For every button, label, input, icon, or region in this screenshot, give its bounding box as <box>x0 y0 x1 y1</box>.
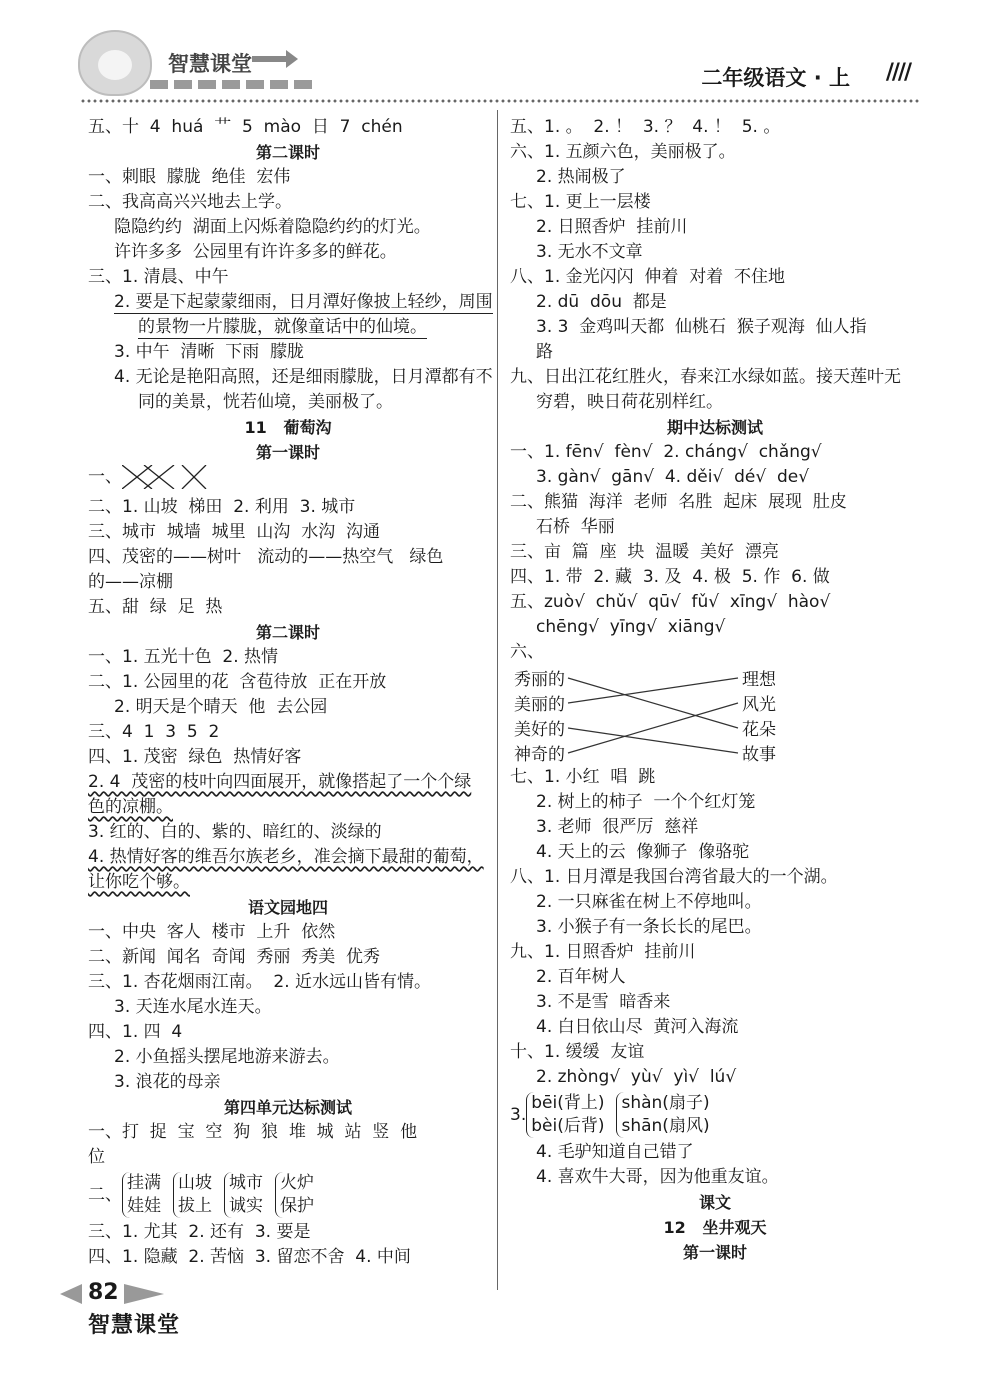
answer-text: 三、1. 杏花烟雨江南。 2. 近水远山皆有情。 <box>88 972 432 992</box>
answer-text: 位 <box>88 1147 105 1167</box>
answer-line <box>88 140 488 165</box>
answer-text: 二、新闻 闻名 奇闻 秀丽 秀美 优秀 <box>88 947 381 967</box>
answer-text: 一、打 捉 宝 空 狗 狼 堆 城 站 竖 他 <box>88 1122 418 1142</box>
brace-word: shān(扇风) <box>621 1116 710 1136</box>
answer-text: 的——凉棚 <box>88 572 173 592</box>
brace-group <box>173 1172 212 1218</box>
answer-line <box>510 765 920 790</box>
answer-text: 许许多多 公园里有许许多多的鲜花。 <box>114 242 397 262</box>
answer-text: 4. 白日依山尽 黄河入海流 <box>536 1017 739 1037</box>
answer-line <box>510 290 920 315</box>
answer-line <box>88 820 488 845</box>
answer-line <box>510 490 920 515</box>
answer-text: 六、1. 五颜六色，美丽极了。 <box>510 142 736 162</box>
answer-text: 四、1. 四 4 <box>88 1022 183 1042</box>
answer-line <box>510 790 920 815</box>
answer-line <box>510 140 920 165</box>
answer-line <box>510 1090 920 1140</box>
answer-line <box>510 640 920 665</box>
match-left-word: 美丽的 <box>514 695 565 715</box>
answer-line <box>88 920 488 945</box>
answer-text: 四、茂密的——树叶 流动的——热空气 绿色 <box>88 547 444 567</box>
answer-text: 4. 热情好客的维吾尔族老乡，准会摘下最甜的葡萄， <box>88 847 484 867</box>
answer-text: 第一课时 <box>255 443 320 462</box>
answer-line <box>510 1065 920 1090</box>
answer-line <box>88 190 488 215</box>
answer-text: 十、1. 缓缓 友谊 <box>510 1042 645 1062</box>
answer-line <box>510 540 920 565</box>
column-divider <box>497 110 498 1290</box>
answer-line <box>88 365 493 390</box>
brace-word: shàn(扇子) <box>621 1093 710 1113</box>
answer-line <box>88 1095 488 1120</box>
answer-text: 3. 浪花的母亲 <box>114 1072 221 1092</box>
header-dotted-rule <box>80 98 920 104</box>
answer-text: 11 葡萄沟 <box>244 418 332 437</box>
answer-text: 三、亩 篇 座 块 温暖 美好 漂亮 <box>510 542 779 562</box>
answer-line <box>88 570 488 595</box>
answer-line <box>88 770 488 795</box>
answer-text: 3. 天连水尾水连天。 <box>114 997 272 1017</box>
brace-word: 挂满 <box>127 1173 161 1193</box>
match-left-word: 美好的 <box>514 720 565 740</box>
footer-right-triangle <box>124 1284 164 1304</box>
answer-text: 三、1. 尤其 2. 还有 3. 要是 <box>88 1222 311 1242</box>
answer-text: 同的美景，恍若仙境，美丽极了。 <box>138 392 393 412</box>
match-left-word: 神奇的 <box>514 745 565 765</box>
answer-line <box>510 1040 920 1065</box>
answer-text: 八、1. 日月潭是我国台湾省最大的一个湖。 <box>510 867 838 887</box>
answer-line <box>510 940 920 965</box>
answer-text: 四、1. 茂密 绿色 热情好客 <box>88 747 302 767</box>
answer-text: 4. 无论是艳阳高照，还是细雨朦胧，日月潭都有不 <box>114 367 493 387</box>
answer-text: 第二课时 <box>255 623 320 642</box>
answer-text: 七、1. 小红 唱 跳 <box>510 767 656 787</box>
answer-text: 3. 老师 很严厉 慈祥 <box>536 817 699 837</box>
answer-line <box>510 990 920 1015</box>
answer-line <box>510 215 920 240</box>
match-lines <box>510 665 750 765</box>
answer-text: 三、1. 清晨、中午 <box>88 267 229 287</box>
answer-line <box>510 590 920 615</box>
arrow-icon <box>252 56 288 62</box>
answer-text: 期中达标测试 <box>666 418 763 437</box>
match-right-word: 故事 <box>742 745 776 765</box>
answer-line <box>88 495 488 520</box>
answer-text: 路 <box>536 342 553 362</box>
answer-line <box>88 720 488 745</box>
answer-text: 四、1. 带 2. 藏 3. 及 4. 极 5. 作 6. 做 <box>510 567 830 587</box>
answer-line <box>510 1215 920 1240</box>
answer-line <box>88 340 488 365</box>
brace-word: 诚实 <box>229 1196 263 1216</box>
answer-line <box>510 515 920 540</box>
answer-line <box>510 365 920 390</box>
answer-line <box>510 240 920 265</box>
answer-text: 二、我高高兴兴地去上学。 <box>88 192 292 212</box>
answer-text: 二、 <box>88 1184 122 1205</box>
answer-line <box>88 265 488 290</box>
match-right-word: 花朵 <box>742 720 776 740</box>
match-right-word: 理想 <box>742 670 776 690</box>
answer-line <box>510 840 920 865</box>
answer-line <box>510 865 920 890</box>
cartoon-girl-logo <box>78 30 152 96</box>
brace-word: 保护 <box>280 1196 314 1216</box>
answer-line <box>510 440 920 465</box>
answer-text: 二、1. 公园里的花 含苞待放 正在开放 <box>88 672 387 692</box>
answer-text: chēng√ yīng√ xiāng√ <box>536 617 726 637</box>
answer-line <box>510 915 920 940</box>
answer-line <box>88 945 488 970</box>
answer-text: 七、1. 更上一层楼 <box>510 192 651 212</box>
brace-word: 拔上 <box>178 1196 212 1216</box>
answer-line <box>88 620 488 645</box>
answer-line <box>88 595 488 620</box>
answer-text: 三、4 1 3 5 2 <box>88 722 220 742</box>
answer-text: 2. dū dōu 都是 <box>536 292 667 312</box>
match-right-word: 风光 <box>742 695 776 715</box>
answer-line <box>510 615 920 640</box>
answer-text: 3. gàn√ gān√ 4. děi√ dé√ de√ <box>536 467 810 487</box>
answer-text: 2. zhòng√ yù√ yì√ lú√ <box>536 1067 737 1087</box>
page-number: 82 <box>88 1280 119 1305</box>
answer-text: 让你吃个够。 <box>88 872 190 892</box>
answer-text: 一、1. 五光十色 2. 热情 <box>88 647 279 667</box>
answer-text: 2. 小鱼摇头摆尾地游来游去。 <box>114 1047 340 1067</box>
answer-line <box>88 995 488 1020</box>
answer-line <box>88 215 488 240</box>
answer-text: 语文园地四 <box>247 898 328 917</box>
answer-line <box>510 315 920 340</box>
answer-text: 的景物一片朦胧，就像童话中的仙境。 <box>138 317 427 337</box>
answer-line <box>88 390 488 415</box>
brace-word: 娃娃 <box>127 1196 161 1216</box>
answer-line <box>510 890 920 915</box>
answer-text: 一、1. fēn√ fèn√ 2. cháng√ chǎng√ <box>510 442 822 462</box>
answer-line <box>88 165 488 190</box>
matching-exercise <box>510 665 920 765</box>
answer-text: 2. 要是下起蒙蒙细雨，日月潭好像披上轻纱，周围 <box>114 292 493 312</box>
page-header <box>0 0 1000 110</box>
decorative-slashes: //// <box>885 60 910 85</box>
answer-line <box>88 240 488 265</box>
answer-line <box>510 165 920 190</box>
answer-line <box>88 290 493 315</box>
brace-word: bèi(后背) <box>531 1116 605 1136</box>
answer-line <box>510 1190 920 1215</box>
answer-text: 课文 <box>698 1193 731 1212</box>
answer-line <box>88 670 488 695</box>
brace-group <box>122 1172 161 1218</box>
answer-text: 4. 毛驴知道自己错了 <box>536 1142 694 1162</box>
answer-text: 3. 红的、白的、紫的、暗红的、淡绿的 <box>88 822 382 842</box>
answer-line <box>510 965 920 990</box>
answer-text: 一、刺眼 朦胧 绝佳 宏伟 <box>88 167 291 187</box>
answer-text: 三、城市 城墙 城里 山沟 水沟 沟通 <box>88 522 381 542</box>
answer-line <box>88 1220 488 1245</box>
answer-line <box>88 520 488 545</box>
answer-text: 六、 <box>510 642 544 662</box>
answer-text: 3. 不是雪 暗香来 <box>536 992 671 1012</box>
answer-text: 五、甜 绿 足 热 <box>88 597 223 617</box>
brace-group <box>275 1172 314 1218</box>
answer-line <box>510 565 920 590</box>
grade-subject-title: 二年级语文 · 上 <box>701 66 850 90</box>
answer-text: 五、zuò√ chǔ√ qū√ fǔ√ xīng√ hào√ <box>510 592 831 612</box>
answer-line <box>88 745 488 770</box>
footer-brand: 智慧课堂 <box>88 1313 181 1338</box>
answer-text: 3. 无水不文章 <box>536 242 643 262</box>
match-left-word: 秀丽的 <box>514 670 565 690</box>
brace-word: 山坡 <box>178 1173 212 1193</box>
answer-line <box>88 895 488 920</box>
answer-line <box>510 340 920 365</box>
answer-text: 2. 热闹极了 <box>536 167 626 187</box>
answer-text: 九、日出江花红胜火，春来江水绿如蓝。接天莲叶无 <box>510 367 901 387</box>
answer-line <box>88 1170 488 1220</box>
answer-text: 第二课时 <box>255 143 320 162</box>
answer-text: 四、1. 隐藏 2. 苦恼 3. 留恋不舍 4. 中间 <box>88 1247 411 1267</box>
answer-text: 九、1. 日照香炉 挂前川 <box>510 942 696 962</box>
decorative-blocks <box>150 80 312 89</box>
answer-text: 五、1. 。 2. ！ 3. ？ 4. ！ 5. 。 <box>510 117 781 137</box>
answer-text: 4. 喜欢牛大哥，因为他重友谊。 <box>536 1167 779 1187</box>
answer-text: 3. <box>510 1104 527 1125</box>
match-line <box>568 703 738 753</box>
answer-line <box>510 1015 920 1040</box>
answer-line <box>88 545 488 570</box>
match-line <box>568 678 738 703</box>
cross-match-lines <box>122 465 212 489</box>
brace-word: 火炉 <box>280 1173 314 1193</box>
answer-line <box>510 190 920 215</box>
answer-text: 穷碧，映日荷花别样红。 <box>536 392 723 412</box>
footer-left-triangle <box>60 1284 82 1304</box>
answer-line <box>510 1165 920 1190</box>
answer-line <box>88 415 488 440</box>
answer-line <box>88 440 488 465</box>
answer-line <box>88 115 488 140</box>
answer-line <box>88 795 488 820</box>
answer-text: 一、中央 客人 楼市 上升 依然 <box>88 922 336 942</box>
answer-text: 2. 日照香炉 挂前川 <box>536 217 688 237</box>
answer-text: 3. 中午 清晰 下雨 朦胧 <box>114 342 305 362</box>
answer-text: 3. 小猴子有一条长长的尾巴。 <box>536 917 762 937</box>
brace-group <box>616 1092 709 1138</box>
answer-line <box>510 1140 920 1165</box>
answer-line <box>510 465 920 490</box>
answer-text: 二、1. 山坡 梯田 2. 利用 3. 城市 <box>88 497 356 517</box>
brace-group <box>526 1092 604 1138</box>
answer-line <box>88 1020 488 1045</box>
answer-line <box>510 1240 920 1265</box>
answer-text: 3. 3 金鸡叫天都 仙桃石 猴子观海 仙人指 <box>536 317 867 337</box>
match-line <box>568 728 738 753</box>
answer-line <box>88 645 488 670</box>
answer-text: 一、 <box>88 467 122 487</box>
brace-word: 城市 <box>229 1173 263 1193</box>
answer-text: 第四单元达标测试 <box>223 1098 352 1117</box>
answer-line <box>510 115 920 140</box>
answer-text: 12 坐井观天 <box>663 1218 767 1237</box>
answer-line <box>88 870 488 895</box>
answer-text: 2. 树上的柿子 一个个红灯笼 <box>536 792 756 812</box>
answer-text: 4. 天上的云 像狮子 像骆驼 <box>536 842 750 862</box>
answer-text: 2. 4 茂密的枝叶向四面展开，就像搭起了一个个绿 <box>88 772 472 792</box>
answer-line <box>88 695 488 720</box>
brace-group <box>224 1172 263 1218</box>
left-column <box>88 115 493 1270</box>
answer-line <box>88 970 488 995</box>
answer-line <box>88 1245 488 1270</box>
brace-word: bēi(背上) <box>531 1093 605 1113</box>
answer-line <box>510 390 920 415</box>
answer-line <box>88 1120 488 1145</box>
answer-line <box>510 415 920 440</box>
answer-line <box>88 845 488 870</box>
answer-line <box>88 1145 488 1170</box>
brand-title: 智慧课堂 <box>168 52 252 76</box>
answer-text: 2. 一只麻雀在树上不停地叫。 <box>536 892 762 912</box>
right-column <box>510 115 920 1265</box>
answer-text: 2. 明天是个晴天 他 去公园 <box>114 697 328 717</box>
answer-line <box>88 1045 488 1070</box>
answer-text: 八、1. 金光闪闪 伸着 对着 不住地 <box>510 267 786 287</box>
answer-text: 隐隐约约 湖面上闪烁着隐隐约约的灯光。 <box>114 217 431 237</box>
answer-line <box>510 815 920 840</box>
answer-text: 第一课时 <box>682 1243 747 1262</box>
answer-line <box>510 265 920 290</box>
answer-line <box>88 465 488 495</box>
answer-text: 五、十 4 huá 艹 5 mào 日 7 chén <box>88 117 403 137</box>
answer-line <box>88 1070 488 1095</box>
answer-text: 石桥 华丽 <box>536 517 615 537</box>
answer-text: 2. 百年树人 <box>536 967 626 987</box>
answer-line <box>88 315 488 340</box>
answer-text: 色的凉棚。 <box>88 797 173 817</box>
answer-text: 二、熊猫 海洋 老师 名胜 起床 展现 肚皮 <box>510 492 847 512</box>
match-line <box>568 678 738 728</box>
